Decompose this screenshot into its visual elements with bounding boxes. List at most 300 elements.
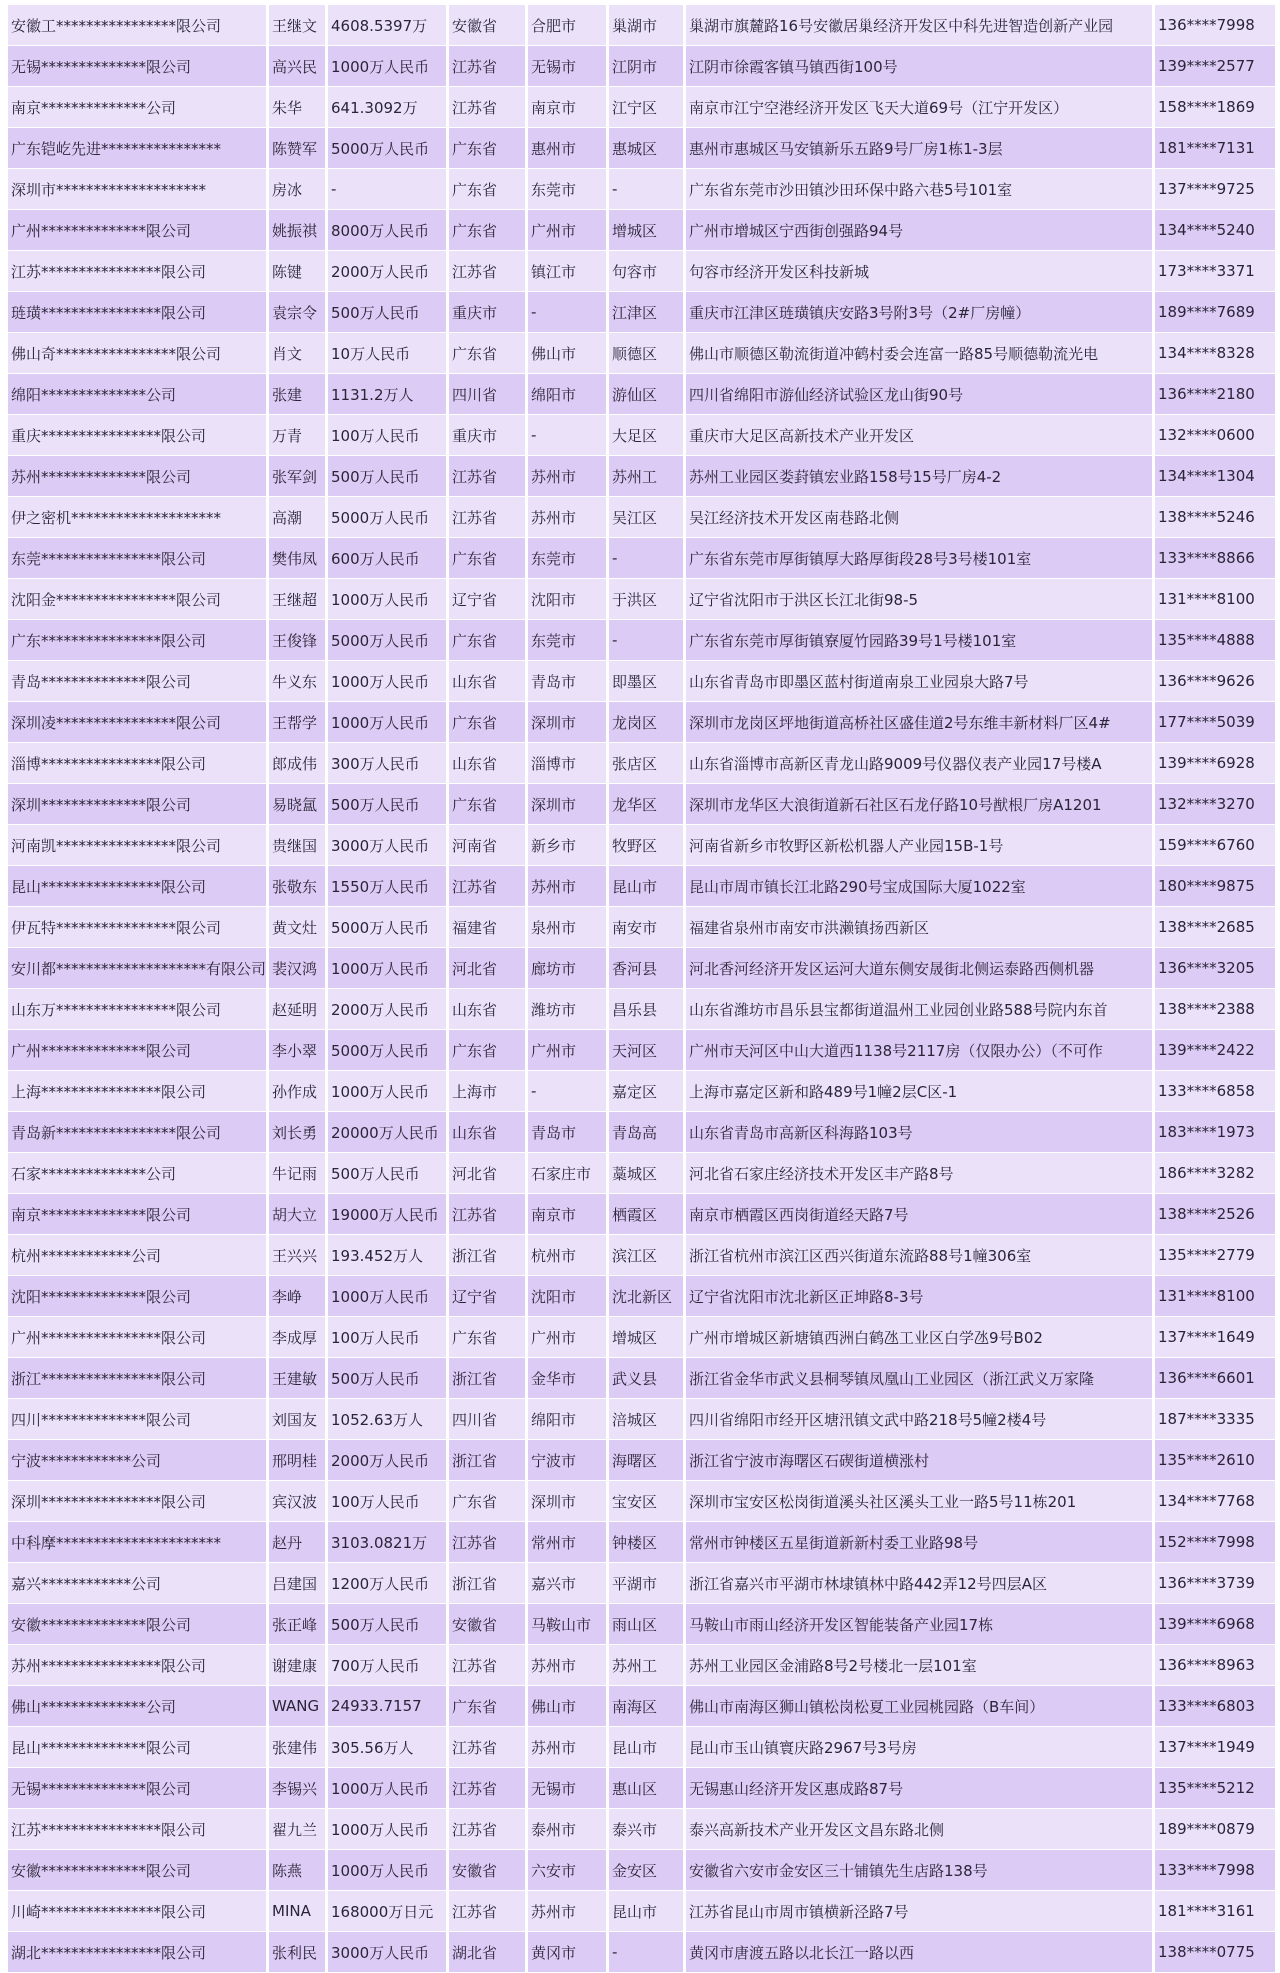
province-cell: 广东省 bbox=[449, 620, 525, 661]
address-cell: 四川省绵阳市经开区塘汛镇文武中路218号5幢2楼4号 bbox=[686, 1399, 1152, 1440]
company-name-cell: 无锡**************限公司 bbox=[8, 1768, 266, 1809]
district-cell: 巢湖市 bbox=[609, 5, 683, 46]
table-row bbox=[8, 1481, 1275, 1522]
legal-rep-cell: 裴汉鸿 bbox=[269, 948, 325, 989]
company-name-cell: 伊之密机******************** bbox=[8, 497, 266, 538]
district-cell: - bbox=[609, 538, 683, 579]
legal-rep-cell: 贵继国 bbox=[269, 825, 325, 866]
city-cell: 东莞市 bbox=[528, 620, 606, 661]
legal-rep-cell: 张军剑 bbox=[269, 456, 325, 497]
phone-cell: 173****3371 bbox=[1155, 251, 1275, 292]
phone-cell: 138****2388 bbox=[1155, 989, 1275, 1030]
district-cell: 海曙区 bbox=[609, 1440, 683, 1481]
province-cell: 广东省 bbox=[449, 784, 525, 825]
phone-cell: 135****5212 bbox=[1155, 1768, 1275, 1809]
district-cell: 香河县 bbox=[609, 948, 683, 989]
registered-capital-cell: 2000万人民币 bbox=[328, 251, 446, 292]
registered-capital-cell: 300万人民币 bbox=[328, 743, 446, 784]
company-name-cell: 苏州**************限公司 bbox=[8, 456, 266, 497]
legal-rep-cell: 陈赞军 bbox=[269, 128, 325, 169]
province-cell: 浙江省 bbox=[449, 1440, 525, 1481]
phone-cell: 138****5246 bbox=[1155, 497, 1275, 538]
city-cell: 东莞市 bbox=[528, 538, 606, 579]
company-name-cell: 河南凯****************限公司 bbox=[8, 825, 266, 866]
table-body bbox=[8, 5, 1275, 1973]
registered-capital-cell: 1052.63万人 bbox=[328, 1399, 446, 1440]
phone-cell: 181****3161 bbox=[1155, 1891, 1275, 1932]
company-name-cell: 佛山**************公司 bbox=[8, 1686, 266, 1727]
table-row bbox=[8, 128, 1275, 169]
table-row bbox=[8, 1768, 1275, 1809]
registered-capital-cell: 1000万人民币 bbox=[328, 661, 446, 702]
phone-cell: 133****8866 bbox=[1155, 538, 1275, 579]
company-name-cell: 昆山**************限公司 bbox=[8, 1727, 266, 1768]
table-row bbox=[8, 1030, 1275, 1071]
address-cell: 安徽省六安市金安区三十铺镇先生店路138号 bbox=[686, 1850, 1152, 1891]
legal-rep-cell: 王帮学 bbox=[269, 702, 325, 743]
company-table-container bbox=[5, 5, 1275, 1973]
table-row bbox=[8, 1563, 1275, 1604]
table-row bbox=[8, 1440, 1275, 1481]
province-cell: 浙江省 bbox=[449, 1235, 525, 1276]
phone-cell: 131****8100 bbox=[1155, 579, 1275, 620]
company-name-cell: 广州**************限公司 bbox=[8, 210, 266, 251]
registered-capital-cell: 500万人民币 bbox=[328, 1604, 446, 1645]
company-name-cell: 沈阳金****************限公司 bbox=[8, 579, 266, 620]
registered-capital-cell: 10万人民币 bbox=[328, 333, 446, 374]
company-name-cell: 江苏****************限公司 bbox=[8, 1809, 266, 1850]
city-cell: 绵阳市 bbox=[528, 374, 606, 415]
city-cell: 深圳市 bbox=[528, 702, 606, 743]
phone-cell: 138****0775 bbox=[1155, 1932, 1275, 1973]
phone-cell: 177****5039 bbox=[1155, 702, 1275, 743]
company-name-cell: 无锡**************限公司 bbox=[8, 46, 266, 87]
phone-cell: 136****6601 bbox=[1155, 1358, 1275, 1399]
table-row bbox=[8, 1317, 1275, 1358]
legal-rep-cell: MINA bbox=[269, 1891, 325, 1932]
address-cell: 巢湖市旗麓路16号安徽居巢经济开发区中科先进智造创新产业园 bbox=[686, 5, 1152, 46]
registered-capital-cell: 100万人民币 bbox=[328, 1317, 446, 1358]
city-cell: 苏州市 bbox=[528, 1891, 606, 1932]
city-cell: 沈阳市 bbox=[528, 579, 606, 620]
registered-capital-cell: 24933.7157 bbox=[328, 1686, 446, 1727]
company-name-cell: 重庆****************限公司 bbox=[8, 415, 266, 456]
district-cell: 钟楼区 bbox=[609, 1522, 683, 1563]
district-cell: 江津区 bbox=[609, 292, 683, 333]
phone-cell: 134****1304 bbox=[1155, 456, 1275, 497]
district-cell: - bbox=[609, 620, 683, 661]
registered-capital-cell: 1000万人民币 bbox=[328, 1276, 446, 1317]
table-row bbox=[8, 989, 1275, 1030]
district-cell: 于洪区 bbox=[609, 579, 683, 620]
phone-cell: 189****0879 bbox=[1155, 1809, 1275, 1850]
registered-capital-cell: 305.56万人 bbox=[328, 1727, 446, 1768]
city-cell: 佛山市 bbox=[528, 333, 606, 374]
company-name-cell: 淄博****************限公司 bbox=[8, 743, 266, 784]
district-cell: 泰兴市 bbox=[609, 1809, 683, 1850]
registered-capital-cell: 100万人民币 bbox=[328, 1481, 446, 1522]
registered-capital-cell: 168000万日元 bbox=[328, 1891, 446, 1932]
table-row bbox=[8, 661, 1275, 702]
district-cell: 牧野区 bbox=[609, 825, 683, 866]
province-cell: 广东省 bbox=[449, 1686, 525, 1727]
phone-cell: 134****7768 bbox=[1155, 1481, 1275, 1522]
city-cell: 广州市 bbox=[528, 1317, 606, 1358]
table-row bbox=[8, 292, 1275, 333]
address-cell: 吴江经济技术开发区南巷路北侧 bbox=[686, 497, 1152, 538]
address-cell: 重庆市大足区高新技术产业开发区 bbox=[686, 415, 1152, 456]
city-cell: 宁波市 bbox=[528, 1440, 606, 1481]
province-cell: 辽宁省 bbox=[449, 579, 525, 620]
phone-cell: 138****2685 bbox=[1155, 907, 1275, 948]
address-cell: 深圳市龙岗区坪地街道高桥社区盛佳道2号东维丰新材料厂区4# bbox=[686, 702, 1152, 743]
city-cell: 广州市 bbox=[528, 1030, 606, 1071]
company-name-cell: 湖北****************限公司 bbox=[8, 1932, 266, 1973]
company-name-cell: 苏州****************限公司 bbox=[8, 1645, 266, 1686]
registered-capital-cell: 193.452万人 bbox=[328, 1235, 446, 1276]
registered-capital-cell: 1000万人民币 bbox=[328, 1071, 446, 1112]
district-cell: - bbox=[609, 169, 683, 210]
province-cell: 山东省 bbox=[449, 661, 525, 702]
city-cell: 南京市 bbox=[528, 1194, 606, 1235]
legal-rep-cell: 张建伟 bbox=[269, 1727, 325, 1768]
city-cell: 泰州市 bbox=[528, 1809, 606, 1850]
city-cell: 淄博市 bbox=[528, 743, 606, 784]
province-cell: 河北省 bbox=[449, 948, 525, 989]
phone-cell: 135****2610 bbox=[1155, 1440, 1275, 1481]
registered-capital-cell: 500万人民币 bbox=[328, 1153, 446, 1194]
registered-capital-cell: 1000万人民币 bbox=[328, 1850, 446, 1891]
company-name-cell: 杭州************公司 bbox=[8, 1235, 266, 1276]
phone-cell: 134****5240 bbox=[1155, 210, 1275, 251]
company-name-cell: 南京**************公司 bbox=[8, 87, 266, 128]
legal-rep-cell: 李峥 bbox=[269, 1276, 325, 1317]
district-cell: 昆山市 bbox=[609, 1891, 683, 1932]
district-cell: 武义县 bbox=[609, 1358, 683, 1399]
company-name-cell: 安徽工****************限公司 bbox=[8, 5, 266, 46]
province-cell: 辽宁省 bbox=[449, 1276, 525, 1317]
registered-capital-cell: 500万人民币 bbox=[328, 456, 446, 497]
province-cell: 四川省 bbox=[449, 374, 525, 415]
table-row bbox=[8, 1604, 1275, 1645]
registered-capital-cell: 500万人民币 bbox=[328, 784, 446, 825]
company-name-cell: 石家**************公司 bbox=[8, 1153, 266, 1194]
legal-rep-cell: 李小翠 bbox=[269, 1030, 325, 1071]
company-name-cell: 昆山****************限公司 bbox=[8, 866, 266, 907]
company-name-cell: 青岛**************限公司 bbox=[8, 661, 266, 702]
address-cell: 黄冈市唐渡五路以北长江一路以西 bbox=[686, 1932, 1152, 1973]
district-cell: 游仙区 bbox=[609, 374, 683, 415]
registered-capital-cell: 3000万人民币 bbox=[328, 825, 446, 866]
legal-rep-cell: 张建 bbox=[269, 374, 325, 415]
legal-rep-cell: 刘国友 bbox=[269, 1399, 325, 1440]
city-cell: 青岛市 bbox=[528, 661, 606, 702]
province-cell: 福建省 bbox=[449, 907, 525, 948]
province-cell: 江苏省 bbox=[449, 456, 525, 497]
district-cell: 藁城区 bbox=[609, 1153, 683, 1194]
registered-capital-cell: 5000万人民币 bbox=[328, 620, 446, 661]
city-cell: 金华市 bbox=[528, 1358, 606, 1399]
legal-rep-cell: 陈燕 bbox=[269, 1850, 325, 1891]
district-cell: 龙华区 bbox=[609, 784, 683, 825]
city-cell: 苏州市 bbox=[528, 456, 606, 497]
province-cell: 安徽省 bbox=[449, 1604, 525, 1645]
company-name-cell: 伊瓦特****************限公司 bbox=[8, 907, 266, 948]
district-cell: 张店区 bbox=[609, 743, 683, 784]
address-cell: 河北香河经济开发区运河大道东侧安晟街北侧运泰路西侧机器 bbox=[686, 948, 1152, 989]
address-cell: 佛山市南海区狮山镇松岗松夏工业园桃园路（B车间） bbox=[686, 1686, 1152, 1727]
legal-rep-cell: 刘长勇 bbox=[269, 1112, 325, 1153]
registered-capital-cell: 1000万人民币 bbox=[328, 1809, 446, 1850]
legal-rep-cell: 易晓氲 bbox=[269, 784, 325, 825]
province-cell: 江苏省 bbox=[449, 866, 525, 907]
address-cell: 福建省泉州市南安市洪濑镇扬西新区 bbox=[686, 907, 1152, 948]
company-name-cell: 中科摩********************** bbox=[8, 1522, 266, 1563]
address-cell: 广东省东莞市厚街镇厚大路厚街段28号3号楼101室 bbox=[686, 538, 1152, 579]
city-cell: 镇江市 bbox=[528, 251, 606, 292]
city-cell: 杭州市 bbox=[528, 1235, 606, 1276]
table-row bbox=[8, 948, 1275, 989]
address-cell: 广东省东莞市沙田镇沙田环保中路六巷5号101室 bbox=[686, 169, 1152, 210]
phone-cell: 186****3282 bbox=[1155, 1153, 1275, 1194]
company-name-cell: 安徽**************限公司 bbox=[8, 1604, 266, 1645]
district-cell: 雨山区 bbox=[609, 1604, 683, 1645]
table-row bbox=[8, 374, 1275, 415]
table-row bbox=[8, 702, 1275, 743]
table-row bbox=[8, 497, 1275, 538]
address-cell: 泰兴高新技术产业开发区文昌东路北侧 bbox=[686, 1809, 1152, 1850]
company-table bbox=[5, 5, 1278, 1973]
table-row bbox=[8, 1071, 1275, 1112]
address-cell: 重庆市江津区琏璜镇庆安路3号附3号（2#厂房幢） bbox=[686, 292, 1152, 333]
registered-capital-cell: 4608.5397万 bbox=[328, 5, 446, 46]
phone-cell: 189****7689 bbox=[1155, 292, 1275, 333]
phone-cell: 139****6928 bbox=[1155, 743, 1275, 784]
company-name-cell: 广东****************限公司 bbox=[8, 620, 266, 661]
legal-rep-cell: 牛义东 bbox=[269, 661, 325, 702]
city-cell: - bbox=[528, 415, 606, 456]
table-row bbox=[8, 1522, 1275, 1563]
legal-rep-cell: WANG bbox=[269, 1686, 325, 1727]
company-name-cell: 安徽**************限公司 bbox=[8, 1850, 266, 1891]
table-row bbox=[8, 538, 1275, 579]
phone-cell: 180****9875 bbox=[1155, 866, 1275, 907]
registered-capital-cell: 2000万人民币 bbox=[328, 989, 446, 1030]
company-name-cell: 四川**************限公司 bbox=[8, 1399, 266, 1440]
registered-capital-cell: 1000万人民币 bbox=[328, 579, 446, 620]
legal-rep-cell: 赵丹 bbox=[269, 1522, 325, 1563]
address-cell: 浙江省杭州市滨江区西兴街道东流路88号1幢306室 bbox=[686, 1235, 1152, 1276]
legal-rep-cell: 谢建康 bbox=[269, 1645, 325, 1686]
phone-cell: 183****1973 bbox=[1155, 1112, 1275, 1153]
registered-capital-cell: 3000万人民币 bbox=[328, 1932, 446, 1973]
address-cell: 河南省新乡市牧野区新松机器人产业园15B-1号 bbox=[686, 825, 1152, 866]
registered-capital-cell: 1200万人民币 bbox=[328, 1563, 446, 1604]
registered-capital-cell: 5000万人民币 bbox=[328, 128, 446, 169]
legal-rep-cell: 朱华 bbox=[269, 87, 325, 128]
province-cell: 广东省 bbox=[449, 702, 525, 743]
legal-rep-cell: 姚振祺 bbox=[269, 210, 325, 251]
phone-cell: 139****2577 bbox=[1155, 46, 1275, 87]
district-cell: 苏州工 bbox=[609, 456, 683, 497]
company-name-cell: 川崎****************限公司 bbox=[8, 1891, 266, 1932]
district-cell: 昆山市 bbox=[609, 866, 683, 907]
legal-rep-cell: 王俊锋 bbox=[269, 620, 325, 661]
district-cell: 金安区 bbox=[609, 1850, 683, 1891]
district-cell: 栖霞区 bbox=[609, 1194, 683, 1235]
company-name-cell: 青岛新****************限公司 bbox=[8, 1112, 266, 1153]
district-cell: 增城区 bbox=[609, 210, 683, 251]
table-row bbox=[8, 1686, 1275, 1727]
district-cell: 江阴市 bbox=[609, 46, 683, 87]
province-cell: 江苏省 bbox=[449, 1522, 525, 1563]
address-cell: 江阴市徐霞客镇马镇西街100号 bbox=[686, 46, 1152, 87]
company-name-cell: 沈阳**************限公司 bbox=[8, 1276, 266, 1317]
district-cell: 吴江区 bbox=[609, 497, 683, 538]
city-cell: 合肥市 bbox=[528, 5, 606, 46]
legal-rep-cell: 王继超 bbox=[269, 579, 325, 620]
province-cell: 广东省 bbox=[449, 1317, 525, 1358]
address-cell: 江苏省昆山市周市镇横新泾路7号 bbox=[686, 1891, 1152, 1932]
district-cell: 苏州工 bbox=[609, 1645, 683, 1686]
address-cell: 昆山市周市镇长江北路290号宝成国际大厦1022室 bbox=[686, 866, 1152, 907]
city-cell: 南京市 bbox=[528, 87, 606, 128]
district-cell: 平湖市 bbox=[609, 1563, 683, 1604]
phone-cell: 132****3270 bbox=[1155, 784, 1275, 825]
phone-cell: 137****9725 bbox=[1155, 169, 1275, 210]
phone-cell: 187****3335 bbox=[1155, 1399, 1275, 1440]
address-cell: 佛山市顺德区勒流街道冲鹤村委会连富一路85号顺德勒流光电 bbox=[686, 333, 1152, 374]
table-row bbox=[8, 825, 1275, 866]
address-cell: 深圳市宝安区松岗街道溪头社区溪头工业一路5号11栋201 bbox=[686, 1481, 1152, 1522]
company-name-cell: 江苏****************限公司 bbox=[8, 251, 266, 292]
province-cell: 江苏省 bbox=[449, 1891, 525, 1932]
registered-capital-cell: 1550万人民币 bbox=[328, 866, 446, 907]
registered-capital-cell: 600万人民币 bbox=[328, 538, 446, 579]
phone-cell: 136****8963 bbox=[1155, 1645, 1275, 1686]
legal-rep-cell: 孙作成 bbox=[269, 1071, 325, 1112]
registered-capital-cell: 5000万人民币 bbox=[328, 1030, 446, 1071]
address-cell: 广东省东莞市厚街镇寮厦竹园路39号1号楼101室 bbox=[686, 620, 1152, 661]
company-name-cell: 广州**************限公司 bbox=[8, 1030, 266, 1071]
company-name-cell: 佛山奇****************限公司 bbox=[8, 333, 266, 374]
company-name-cell: 深圳凌****************限公司 bbox=[8, 702, 266, 743]
legal-rep-cell: 王继文 bbox=[269, 5, 325, 46]
registered-capital-cell: 100万人民币 bbox=[328, 415, 446, 456]
province-cell: 河南省 bbox=[449, 825, 525, 866]
province-cell: 江苏省 bbox=[449, 1194, 525, 1235]
address-cell: 南京市江宁空港经济开发区飞天大道69号（江宁开发区） bbox=[686, 87, 1152, 128]
legal-rep-cell: 邢明桂 bbox=[269, 1440, 325, 1481]
district-cell: 昆山市 bbox=[609, 1727, 683, 1768]
city-cell: 常州市 bbox=[528, 1522, 606, 1563]
district-cell: 嘉定区 bbox=[609, 1071, 683, 1112]
province-cell: 广东省 bbox=[449, 210, 525, 251]
address-cell: 辽宁省沈阳市沈北新区正坤路8-3号 bbox=[686, 1276, 1152, 1317]
city-cell: 绵阳市 bbox=[528, 1399, 606, 1440]
city-cell: 无锡市 bbox=[528, 1768, 606, 1809]
legal-rep-cell: 李锡兴 bbox=[269, 1768, 325, 1809]
district-cell: 天河区 bbox=[609, 1030, 683, 1071]
district-cell: 惠城区 bbox=[609, 128, 683, 169]
company-name-cell: 东莞****************限公司 bbox=[8, 538, 266, 579]
registered-capital-cell: 3103.0821万 bbox=[328, 1522, 446, 1563]
table-row bbox=[8, 251, 1275, 292]
registered-capital-cell: 5000万人民币 bbox=[328, 497, 446, 538]
address-cell: 山东省青岛市即墨区蓝村街道南泉工业园泉大路7号 bbox=[686, 661, 1152, 702]
registered-capital-cell: 500万人民币 bbox=[328, 292, 446, 333]
province-cell: 浙江省 bbox=[449, 1563, 525, 1604]
address-cell: 山东省潍坊市昌乐县宝都街道温州工业园创业路588号院内东首 bbox=[686, 989, 1152, 1030]
city-cell: 佛山市 bbox=[528, 1686, 606, 1727]
province-cell: 江苏省 bbox=[449, 87, 525, 128]
province-cell: 山东省 bbox=[449, 743, 525, 784]
legal-rep-cell: 胡大立 bbox=[269, 1194, 325, 1235]
province-cell: 浙江省 bbox=[449, 1358, 525, 1399]
city-cell: 黄冈市 bbox=[528, 1932, 606, 1973]
district-cell: 青岛高 bbox=[609, 1112, 683, 1153]
table-row bbox=[8, 907, 1275, 948]
registered-capital-cell: 1000万人民币 bbox=[328, 948, 446, 989]
legal-rep-cell: 赵延明 bbox=[269, 989, 325, 1030]
table-row bbox=[8, 333, 1275, 374]
phone-cell: 136****7998 bbox=[1155, 5, 1275, 46]
district-cell: 南海区 bbox=[609, 1686, 683, 1727]
district-cell: 江宁区 bbox=[609, 87, 683, 128]
address-cell: 浙江省宁波市海曙区石碶街道横涨村 bbox=[686, 1440, 1152, 1481]
company-name-cell: 深圳市******************** bbox=[8, 169, 266, 210]
table-row bbox=[8, 784, 1275, 825]
phone-cell: 136****2180 bbox=[1155, 374, 1275, 415]
district-cell: 即墨区 bbox=[609, 661, 683, 702]
legal-rep-cell: 张敬东 bbox=[269, 866, 325, 907]
table-row bbox=[8, 415, 1275, 456]
province-cell: 江苏省 bbox=[449, 1809, 525, 1850]
province-cell: 山东省 bbox=[449, 989, 525, 1030]
address-cell: 浙江省金华市武义县桐琴镇凤凰山工业园区（浙江武义万家隆 bbox=[686, 1358, 1152, 1399]
registered-capital-cell: 641.3092万 bbox=[328, 87, 446, 128]
city-cell: 新乡市 bbox=[528, 825, 606, 866]
province-cell: 上海市 bbox=[449, 1071, 525, 1112]
company-name-cell: 南京**************限公司 bbox=[8, 1194, 266, 1235]
address-cell: 苏州工业园区金浦路8号2号楼北一层101室 bbox=[686, 1645, 1152, 1686]
city-cell: 苏州市 bbox=[528, 1727, 606, 1768]
phone-cell: 137****1649 bbox=[1155, 1317, 1275, 1358]
legal-rep-cell: 郎成伟 bbox=[269, 743, 325, 784]
city-cell: 沈阳市 bbox=[528, 1276, 606, 1317]
registered-capital-cell: - bbox=[328, 169, 446, 210]
address-cell: 浙江省嘉兴市平湖市林埭镇林中路442弄12号四层A区 bbox=[686, 1563, 1152, 1604]
legal-rep-cell: 李成厚 bbox=[269, 1317, 325, 1358]
table-row bbox=[8, 1358, 1275, 1399]
district-cell: 句容市 bbox=[609, 251, 683, 292]
province-cell: 四川省 bbox=[449, 1399, 525, 1440]
legal-rep-cell: 牛记雨 bbox=[269, 1153, 325, 1194]
city-cell: 嘉兴市 bbox=[528, 1563, 606, 1604]
legal-rep-cell: 袁宗令 bbox=[269, 292, 325, 333]
address-cell: 南京市栖霞区西岗街道经天路7号 bbox=[686, 1194, 1152, 1235]
legal-rep-cell: 张利民 bbox=[269, 1932, 325, 1973]
phone-cell: 135****2779 bbox=[1155, 1235, 1275, 1276]
province-cell: 广东省 bbox=[449, 1030, 525, 1071]
address-cell: 上海市嘉定区新和路489号1幢2层C区-1 bbox=[686, 1071, 1152, 1112]
company-name-cell: 广东铠屹先进**************** bbox=[8, 128, 266, 169]
table-row bbox=[8, 1727, 1275, 1768]
legal-rep-cell: 黄文灶 bbox=[269, 907, 325, 948]
table-row bbox=[8, 1891, 1275, 1932]
district-cell: - bbox=[609, 1932, 683, 1973]
legal-rep-cell: 王兴兴 bbox=[269, 1235, 325, 1276]
